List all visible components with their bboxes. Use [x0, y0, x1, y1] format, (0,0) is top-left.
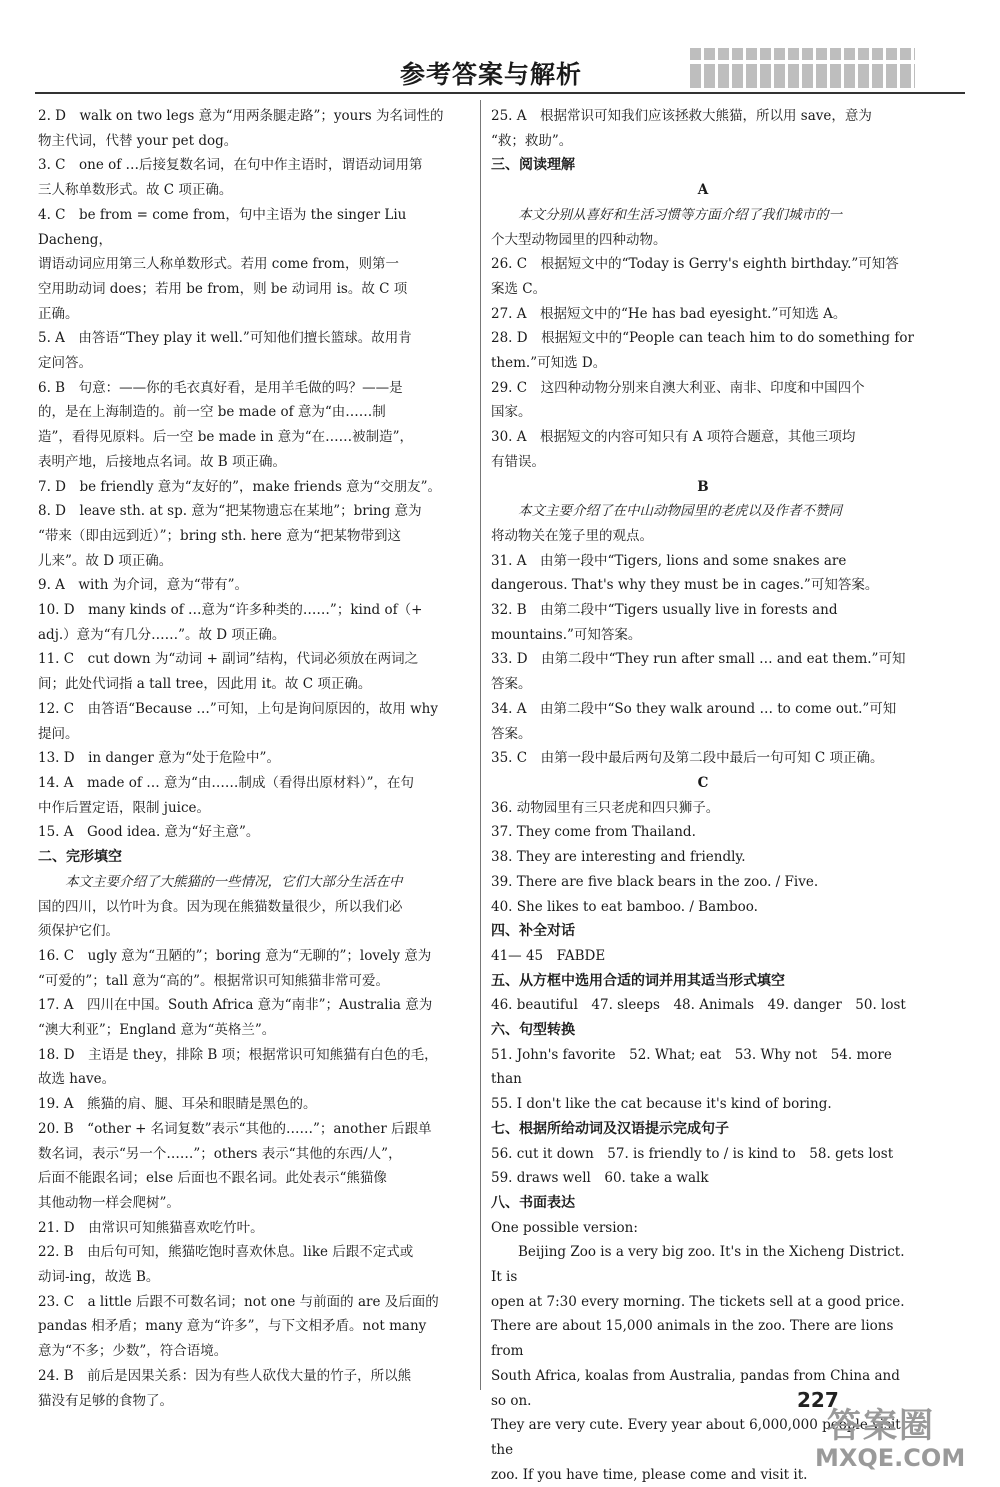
- answer-line: 19. A 熊猫的肩、腿、耳朵和眼睛是黑色的。: [38, 1096, 317, 1113]
- section-heading: 三、阅读理解: [491, 157, 575, 174]
- answer-line: 4. C be from = come from，句中主语为 the singer Liu Dacheng，: [38, 206, 407, 248]
- answer-line: 须保护它们。: [38, 923, 119, 940]
- answer-line: 案选 C。: [491, 280, 547, 297]
- watermark-url: MXQE.COM: [815, 1444, 966, 1472]
- answer-line: 16. C ugly 意为“丑陋的”；boring 意为“无聊的”；lovely 意为: [38, 947, 432, 964]
- answer-line: 故选 have。: [38, 1071, 116, 1088]
- section-heading: 二、完形填空: [38, 849, 122, 866]
- answer-line: 个大型动物园里的四种动物。: [491, 231, 667, 248]
- answer-line: 17. A 四川在中国。South Africa 意为“南非”；Australia 意为: [38, 997, 433, 1014]
- answer-line: 15. A Good idea. 意为“好主意”。: [38, 824, 260, 841]
- answer-line: 41— 45 FABDE: [491, 947, 606, 964]
- answer-line: 18. D 主语是 they，排除 B 项；根据常识可知熊猫有白色的毛，: [38, 1046, 438, 1063]
- answer-line: 26. C 根据短文中的“Today is Gerry's eighth birthday.”可知答: [491, 256, 899, 273]
- answer-line: 定问答。: [38, 355, 92, 372]
- passage-label: B: [697, 478, 709, 495]
- header-rule: [35, 92, 965, 94]
- answer-line: 答案。: [491, 676, 532, 693]
- answer-line: 22. B 由后句可知，熊猫吃饱时喜欢休息。like 后跟不定式或: [38, 1244, 414, 1261]
- answer-line: 数名词，表示“另一个……”；others 表示“其他的东西/人”，: [38, 1145, 402, 1162]
- answer-line: 55. I don't like the cat because it's kind of boring.: [491, 1096, 832, 1113]
- answer-line: 三人称单数形式。故 C 项正确。: [38, 182, 233, 199]
- answer-line: 2. D walk on two legs 意为“用两条腿走路”；yours 为名词性的: [38, 108, 444, 124]
- answer-line: They are very cute. Every year about 6,000,000 people visit the: [491, 1417, 901, 1458]
- answer-line: 造”，看得见原料。后一空 be made in 意为“在……被制造”，: [38, 429, 413, 446]
- answer-line: 3. C one of …后接复数名词，在句中作主语时，谓语动词用第: [38, 157, 423, 174]
- answer-line: 23. C a little 后跟不可数名词；not one 与前面的 are 及后面的: [38, 1293, 439, 1310]
- left-column: [38, 104, 468, 1413]
- answer-line: 36. 动物园里有三只老虎和四只狮子。: [491, 799, 720, 816]
- page-number: 227: [797, 1388, 839, 1412]
- answer-line: 表明产地，后接地点名词。故 B 项正确。: [38, 453, 287, 470]
- answer-line: 猫没有足够的食物了。: [38, 1392, 173, 1409]
- answer-line: 37. They come from Thailand.: [491, 824, 696, 841]
- answer-line: “救；救助”。: [491, 132, 573, 149]
- answer-line: 8. D leave sth. at sp. 意为“把某物遗忘在某地”；bring 意为: [38, 503, 422, 520]
- answer-line: 12. C 由答语“Because …”可知，上句是询问原因的，故用 why: [38, 700, 438, 717]
- answer-line: 27. A 根据短文中的“He has bad eyesight.”可知选 A。: [491, 305, 847, 322]
- answer-line: 动词-ing，故选 B。: [38, 1269, 160, 1286]
- answer-line: 物主代词，代替 your pet dog。: [38, 132, 238, 149]
- answer-line: 59. draws well 60. take a walk: [491, 1170, 709, 1187]
- answer-line: zoo. If you have time, please come and visit it.: [491, 1466, 808, 1483]
- answer-line: 正确。: [38, 305, 79, 322]
- answer-line: 34. A 由第二段中“So they walk around … to come out.”可知: [491, 700, 897, 717]
- passage-summary: 本文主要介绍了大熊猫的一些情况，它们大部分生活在中: [65, 873, 403, 890]
- page-title: 参考答案与解析: [400, 60, 583, 89]
- answer-line: 儿来”。故 D 项正确。: [38, 552, 173, 569]
- answer-line: 提问。: [38, 725, 79, 742]
- answer-line: 25. A 根据常识可知我们应该拯救大熊猫，所以用 save，意为: [491, 108, 872, 124]
- right-column: [491, 104, 915, 1487]
- answer-line: 空用助动词 does；若用 be from，则 be 动词用 is。故 C 项: [38, 280, 408, 297]
- answer-line: 其他动物一样会爬树”。: [38, 1194, 180, 1211]
- answer-line: 38. They are interesting and friendly.: [491, 849, 746, 866]
- column-divider: [480, 100, 481, 1390]
- answer-line: There are about 15,000 animals in the zoo. There are lions from: [491, 1318, 894, 1360]
- page-header: [0, 0, 1000, 100]
- answer-line: 答案。: [491, 725, 532, 742]
- passage-summary: 本文分别从喜好和生活习惯等方面介绍了我们城市的一: [518, 206, 842, 223]
- answer-line: 11. C cut down 为“动词 + 副词”结构，代词必须放在两词之: [38, 651, 419, 668]
- answer-line: 国的四川，以竹叶为食。因为现在熊猫数量很少，所以我们必: [38, 898, 403, 915]
- answer-line: 意为“不多；少数”，符合语境。: [38, 1343, 228, 1360]
- answer-line: 有错误。: [491, 453, 545, 470]
- passage-label: C: [697, 774, 709, 791]
- answer-line: 国家。: [491, 404, 532, 421]
- answer-line: 35. C 由第一段中最后两句及第二段中最后一句可知 C 项正确。: [491, 750, 884, 767]
- passage-label: A: [697, 182, 709, 199]
- answer-line: 5. A 由答语“They play it well.”可知他们擅长篮球。故用肯: [38, 330, 412, 347]
- answer-line: 7. D be friendly 意为“友好的”，make friends 意为“交朋友”。: [38, 478, 441, 495]
- answer-line: “带来（即由远到近）”；bring sth. here 意为“把某物带到这: [38, 527, 402, 544]
- answer-line: Beijing Zoo is a very big zoo. It's in the Xicheng District. It is: [491, 1244, 905, 1286]
- answer-line: 21. D 由常识可知熊猫喜欢吃竹叶。: [38, 1219, 264, 1236]
- section-heading: 五、从方框中选用合适的词并用其适当形式填空: [491, 972, 785, 989]
- answer-line: 28. D 根据短文中的“People can teach him to do something for: [491, 330, 914, 347]
- section-heading: 六、句型转换: [491, 1022, 575, 1039]
- answer-line: 13. D in danger 意为“处于危险中”。: [38, 750, 280, 767]
- answer-line: 31. A 由第一段中“Tigers, lions and some snakes are: [491, 552, 847, 569]
- answer-line: “可爱的”；tall 意为“高的”。根据常识可知熊猫非常可爱。: [38, 972, 390, 989]
- answer-line: 24. B 前后是因果关系：因为有些人砍伐大量的竹子，所以熊: [38, 1367, 412, 1384]
- answer-line: One possible version:: [491, 1219, 638, 1236]
- section-heading: 四、补全对话: [491, 923, 575, 940]
- header-decoration: [690, 48, 915, 88]
- answer-line: “澳大利亚”；England 意为“英格兰”。: [38, 1022, 276, 1039]
- answer-line: 14. A made of … 意为“由……制成（看得出原材料）”，在句: [38, 774, 415, 791]
- answer-line: 间；此处代词指 a tall tree，因此用 it。故 C 项正确。: [38, 676, 372, 693]
- answer-line: adj.）意为“有几分……”。故 D 项正确。: [38, 626, 286, 643]
- answer-line: dangerous. That's why they must be in cages.”可知答案。: [491, 577, 879, 594]
- watermark-text: 答案圈: [827, 1406, 935, 1446]
- answer-line: 9. A with 为介词，意为“带有”。: [38, 577, 249, 594]
- answer-line: 56. cut it down 57. is friendly to / is kind to 58. gets lost: [491, 1145, 894, 1162]
- answer-line: 谓语动词应用第三人称单数形式。若用 come from，则第一: [38, 256, 399, 273]
- answer-line: 中作后置定语，限制 juice。: [38, 799, 211, 816]
- watermark-logo: [815, 1398, 980, 1478]
- answer-line: 33. D 由第二段中“They run after small … and eat them.”可知: [491, 651, 906, 668]
- answer-line: 46. beautiful 47. sleeps 48. Animals 49. danger 50. lost: [491, 997, 906, 1014]
- answer-line: 51. John's favorite 52. What; eat 53. Why not 54. more than: [491, 1046, 892, 1088]
- answer-line: 29. C 这四种动物分别来自澳大利亚、南非、印度和中国四个: [491, 379, 865, 396]
- answer-line: them.”可知选 D。: [491, 355, 607, 372]
- answer-line: open at 7:30 every morning. The tickets sell at a good price.: [491, 1293, 905, 1310]
- passage-summary: 本文主要介绍了在中山动物园里的老虎以及作者不赞同: [518, 503, 842, 520]
- answer-line: 的，是在上海制造的。前一空 be made of 意为“由……制: [38, 404, 386, 421]
- section-heading: 八、书面表达: [491, 1194, 575, 1211]
- answer-line: 30. A 根据短文的内容可知只有 A 项符合题意，其他三项均: [491, 429, 856, 446]
- answer-line: South Africa, koalas from Australia, pandas from China and so on.: [491, 1367, 900, 1409]
- answer-line: 40. She likes to eat bamboo. / Bamboo.: [491, 898, 758, 915]
- answer-line: 后面不能跟名词；else 后面也不跟名词。此处表示“熊猫像: [38, 1170, 387, 1187]
- answer-line: pandas 相矛盾；many 意为“许多”，与下文相矛盾。not many: [38, 1318, 427, 1335]
- answer-line: 32. B 由第二段中“Tigers usually live in forests and: [491, 602, 838, 619]
- answer-line: 10. D many kinds of …意为“许多种类的……”；kind of（+: [38, 602, 423, 619]
- section-heading: 七、根据所给动词及汉语提示完成句子: [491, 1120, 729, 1137]
- answer-line: 6. B 句意：——你的毛衣真好看，是用羊毛做的吗？——是: [38, 379, 403, 396]
- answer-line: 20. B “other + 名词复数”表示“其他的……”；another 后跟单: [38, 1120, 432, 1137]
- answer-line: 将动物关在笼子里的观点。: [491, 527, 653, 544]
- answer-line: 39. There are five black bears in the zoo. / Five.: [491, 873, 819, 890]
- answer-line: mountains.”可知答案。: [491, 626, 642, 643]
